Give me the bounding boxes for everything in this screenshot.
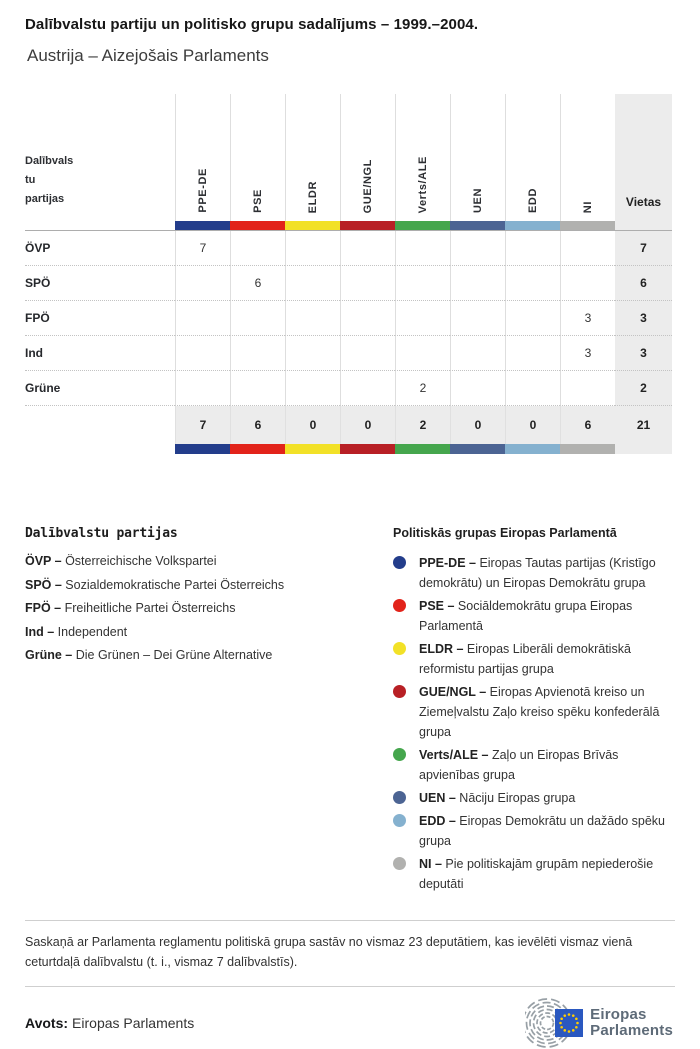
cell-Ind-Verts/ALE (395, 336, 450, 371)
group-color-dot (393, 748, 406, 761)
column-header-GUE/NGL: GUE/NGL (340, 94, 395, 221)
cell-SPÖ-UEN (450, 266, 505, 301)
legend-parties (25, 526, 393, 897)
column-header-EDD: EDD (505, 94, 560, 221)
total-PSE: 6 (230, 406, 285, 444)
cell-Grüne-GUE/NGL (340, 371, 395, 406)
footnote: Saskaņā ar Parlamenta reglamentu politiskā grupa sastāv no vismaz 23 deputātiem, kas ievēlēti vismaz vienā ceturtdaļā dalībvalstu (t. i., vismaz 7 dalībvalstīs). (25, 920, 675, 987)
total-PPE-DE: 7 (175, 406, 230, 444)
cell-Ind-PPE-DE (175, 336, 230, 371)
legend-parties-list (25, 554, 393, 662)
group-legend-item: ELDR – Eiropas Liberāli demokrātiskā reformistu partijas grupa (393, 639, 675, 679)
cell-ÖVP-PSE (230, 231, 285, 266)
cell-ÖVP-EDD (505, 231, 560, 266)
cell-Ind-NI: 3 (560, 336, 615, 371)
group-color-bar-bottom-PPE-DE (175, 444, 230, 454)
total-seats: 21 (615, 406, 672, 444)
footer-bar-spacer (25, 444, 175, 454)
cell-Grüne-EDD (505, 371, 560, 406)
group-color-bar-Verts/ALE (395, 221, 450, 231)
legend-groups-list (393, 553, 675, 894)
cell-SPÖ-EDD (505, 266, 560, 301)
ep-logo-text-line2: Parlaments (590, 1022, 673, 1039)
total-UEN: 0 (450, 406, 505, 444)
cell-SPÖ-PPE-DE (175, 266, 230, 301)
group-color-bar-bottom-EDD (505, 444, 560, 454)
cell-Grüne-UEN (450, 371, 505, 406)
row-label-ÖVP: ÖVP (25, 231, 175, 266)
cell-Grüne-ELDR (285, 371, 340, 406)
column-header-UEN: UEN (450, 94, 505, 221)
group-color-dot (393, 791, 406, 804)
group-color-dot (393, 556, 406, 569)
row-label-FPÖ: FPÖ (25, 301, 175, 336)
cell-ÖVP-NI (560, 231, 615, 266)
column-header-Verts/ALE: Verts/ALE (395, 94, 450, 221)
total-GUE/NGL: 0 (340, 406, 395, 444)
group-color-bar-bottom-GUE/NGL (340, 444, 395, 454)
group-legend-item: UEN – Nāciju Eiropas grupa (393, 788, 675, 808)
party-legend-item: SPÖ – Sozialdemokratische Partei Österreichs (25, 577, 285, 592)
group-color-bar-PSE (230, 221, 285, 231)
column-header-PPE-DE: PPE-DE (175, 94, 230, 221)
page-subtitle: Austrija – Aizejošais Parlaments (27, 46, 269, 65)
total-Verts/ALE: 2 (395, 406, 450, 444)
ep-logo-text-line1: Eiropas (590, 1005, 647, 1023)
total-NI: 6 (560, 406, 615, 444)
group-color-bar-EDD (505, 221, 560, 231)
cell-FPÖ-PPE-DE (175, 301, 230, 336)
party-legend-item: Grüne – Die Grünen – Dei Grüne Alternative (25, 648, 273, 662)
cell-ÖVP-PPE-DE: 7 (175, 231, 230, 266)
group-color-bar-bottom-ELDR (285, 444, 340, 454)
legend-groups-heading: Politiskās grupas Eiropas Parlamentā (393, 526, 617, 540)
cell-ÖVP-ELDR (285, 231, 340, 266)
group-color-dot (393, 814, 406, 827)
party-legend-item: Ind – Independent (25, 624, 128, 639)
total-EDD: 0 (505, 406, 560, 444)
seats-SPÖ: 6 (615, 266, 672, 301)
group-legend-item: GUE/NGL – Eiropas Apvienotā kreiso un Ziemeļvalstu Zaļo kreiso spēku konfederālā grupa (393, 682, 675, 742)
group-legend-item: NI – Pie politiskajām grupām nepiederošie deputāti (393, 854, 675, 894)
cell-Ind-GUE/NGL (340, 336, 395, 371)
source-value: Eiropas Parlaments (72, 1015, 195, 1031)
table-corner-header: Dalībvals tu partijas (25, 155, 74, 205)
party-group-table (25, 94, 675, 454)
group-legend-item: PSE – Sociāldemokrātu grupa Eiropas Parlamentā (393, 596, 675, 636)
cell-SPÖ-Verts/ALE (395, 266, 450, 301)
group-color-dot (393, 685, 406, 698)
cell-FPÖ-Verts/ALE (395, 301, 450, 336)
totals-row-spacer (25, 406, 175, 444)
group-color-bar-GUE/NGL (340, 221, 395, 231)
cell-SPÖ-ELDR (285, 266, 340, 301)
seats-ÖVP: 7 (615, 231, 672, 266)
seats-FPÖ: 3 (615, 301, 672, 336)
cell-SPÖ-NI (560, 266, 615, 301)
seats-column-header: Vietas (615, 94, 672, 221)
source-label: Avots: (25, 1015, 69, 1031)
group-color-bar-ELDR (285, 221, 340, 231)
cell-SPÖ-PSE: 6 (230, 266, 285, 301)
source-line (25, 1015, 194, 1031)
group-legend-item: PPE-DE – Eiropas Tautas partijas (Kristīgo demokrātu) un Eiropas Demokrātu grupa (393, 553, 675, 593)
group-color-dot (393, 857, 406, 870)
cell-Ind-PSE (230, 336, 285, 371)
group-color-dot (393, 599, 406, 612)
column-header-PSE: PSE (230, 94, 285, 221)
ep-logo (525, 997, 675, 1049)
column-header-ELDR: ELDR (285, 94, 340, 221)
group-color-bar-PPE-DE (175, 221, 230, 231)
cell-Grüne-PPE-DE (175, 371, 230, 406)
row-label-SPÖ: SPÖ (25, 266, 175, 301)
cell-Grüne-NI (560, 371, 615, 406)
cell-Ind-UEN (450, 336, 505, 371)
row-label-Ind: Ind (25, 336, 175, 371)
cell-FPÖ-GUE/NGL (340, 301, 395, 336)
cell-Grüne-Verts/ALE: 2 (395, 371, 450, 406)
seats-bottom-spacer (615, 444, 672, 454)
cell-ÖVP-UEN (450, 231, 505, 266)
cell-ÖVP-GUE/NGL (340, 231, 395, 266)
group-color-bar-UEN (450, 221, 505, 231)
legend-section (25, 526, 675, 897)
ep-hemicycle-flag-icon (525, 997, 583, 1049)
page-title: Dalībvalstu partiju un politisko grupu sadalījums – 1999.–2004. (25, 16, 479, 33)
total-ELDR: 0 (285, 406, 340, 444)
group-color-bar-bottom-UEN (450, 444, 505, 454)
cell-FPÖ-PSE (230, 301, 285, 336)
column-header-NI: NI (560, 94, 615, 221)
cell-FPÖ-NI: 3 (560, 301, 615, 336)
row-label-Grüne: Grüne (25, 371, 175, 406)
legend-groups (393, 526, 675, 897)
group-color-bar-bottom-Verts/ALE (395, 444, 450, 454)
cell-FPÖ-ELDR (285, 301, 340, 336)
seats-Ind: 3 (615, 336, 672, 371)
group-color-bar-NI (560, 221, 615, 231)
party-legend-item: FPÖ – Freiheitliche Partei Österreichs (25, 601, 236, 615)
cell-ÖVP-Verts/ALE (395, 231, 450, 266)
cell-SPÖ-GUE/NGL (340, 266, 395, 301)
cell-FPÖ-EDD (505, 301, 560, 336)
ep-logo-text (590, 1007, 673, 1040)
party-legend-item: ÖVP – Österreichische Volkspartei (25, 554, 217, 568)
group-color-bar-bottom-PSE (230, 444, 285, 454)
header-bar-spacer (25, 221, 175, 231)
seats-Grüne: 2 (615, 371, 672, 406)
cell-Grüne-PSE (230, 371, 285, 406)
seats-bar-spacer (615, 221, 672, 231)
legend-parties-heading: Dalībvalstu partijas (25, 526, 178, 541)
group-color-bar-bottom-NI (560, 444, 615, 454)
cell-Ind-ELDR (285, 336, 340, 371)
footer (25, 997, 675, 1049)
group-color-dot (393, 642, 406, 655)
cell-Ind-EDD (505, 336, 560, 371)
cell-FPÖ-UEN (450, 301, 505, 336)
group-legend-item: Verts/ALE – Zaļo un Eiropas Brīvās apvienības grupa (393, 745, 675, 785)
group-legend-item: EDD – Eiropas Demokrātu un dažādo spēku grupa (393, 811, 675, 851)
